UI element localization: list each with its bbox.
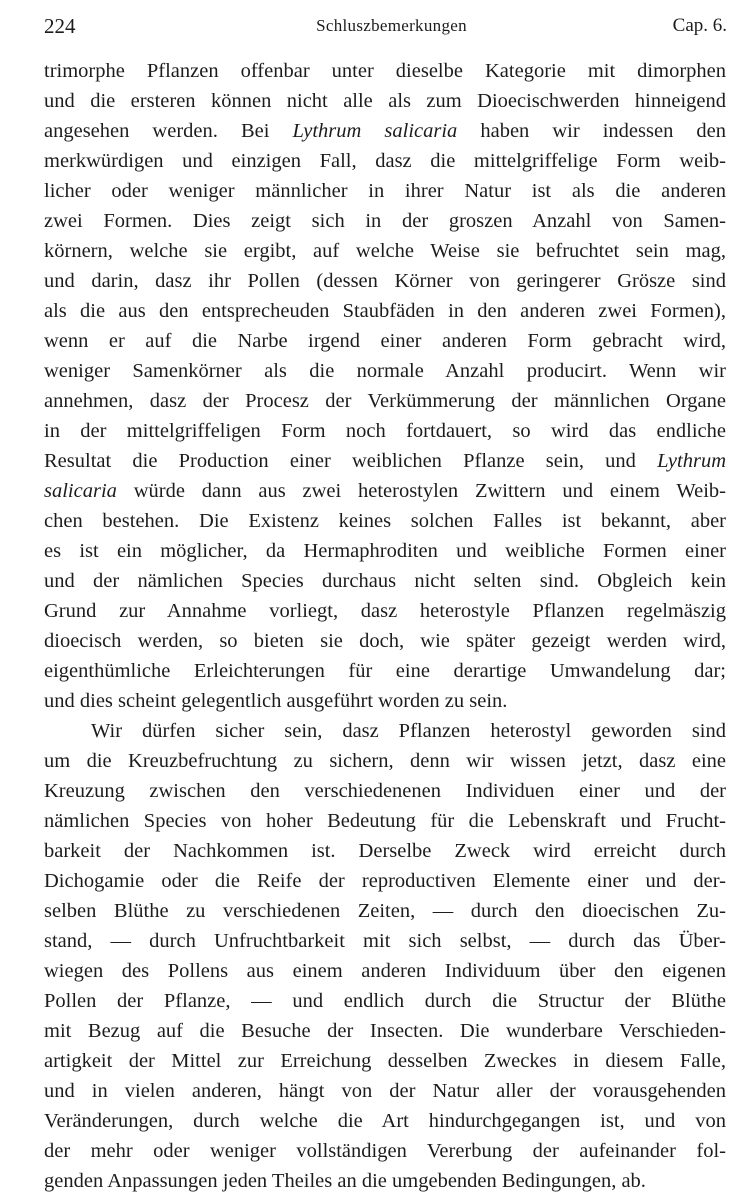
text-segment: stand, — durch Unfruchtbarkeit mit sich selbst, — durch das Über- [44,930,726,952]
paragraph [44,56,726,716]
text-segment: chen bestehen. Die Existenz keines solchen Falles ist bekannt, aber [44,510,726,532]
text-line [44,356,726,386]
text-segment: Kreuzung zwischen den verschiedenenen Individuen einer und der [44,780,726,802]
text-segment: angesehen werden. Bei [44,120,293,142]
text-line [44,206,726,236]
text-line [44,1106,726,1136]
text-line [44,836,726,866]
text-line [44,746,726,776]
text-segment: um die Kreuzbefruchtung zu sichern, denn wir wissen jetzt, dasz eine [44,750,726,772]
text-line [44,1166,726,1196]
text-segment: genden Anpassungen jeden Theiles an die umgebenden Bedingungen, ab. [44,1170,646,1192]
text-segment: haben wir indessen den [457,120,726,142]
text-segment: in der mittelgriffeligen Form noch fortdauert, so wird das endliche [44,420,726,442]
text-line [44,596,726,626]
text-line [44,956,726,986]
text-line [44,776,726,806]
running-head [44,14,727,44]
text-line [44,176,726,206]
paragraph [44,716,726,1196]
text-segment: als die aus den entsprecheuden Staubfäden in den anderen zwei Formen), [44,300,726,322]
body-text [44,56,726,1196]
text-line [44,476,726,506]
text-segment: dioecisch werden, so bieten sie doch, wie später gezeigt werden wird, [44,630,726,652]
chapter-reference: Cap. 6. [672,15,727,36]
text-segment: annehmen, dasz der Procesz der Verkümmerung der männlichen Organe [44,390,726,412]
text-line [44,1046,726,1076]
text-line [44,146,726,176]
text-segment: weniger Samenkörner als die normale Anzahl producirt. Wenn wir [44,360,726,382]
text-line [44,566,726,596]
text-line [44,896,726,926]
text-segment: mit Bezug auf die Besuche der Insecten. Die wunderbare Verschieden- [44,1020,726,1042]
text-line [44,56,726,86]
text-line [44,626,726,656]
text-line [44,656,726,686]
text-segment: es ist ein möglicher, da Hermaphroditen und weibliche Formen einer [44,540,726,562]
text-segment: und darin, dasz ihr Pollen (dessen Körner von geringerer Grösze sind [44,270,726,292]
text-segment: und die ersteren können nicht alle als zum Dioecischwerden hinneigend [44,90,726,112]
text-line [44,506,726,536]
text-segment: Pollen der Pflanze, — und endlich durch die Structur der Blüthe [44,990,726,1012]
text-segment: wiegen des Pollens aus einem anderen Individuum über den eigenen [44,960,726,982]
text-segment: nämlichen Species von hoher Bedeutung für die Lebenskraft und Frucht- [44,810,726,832]
text-line [44,266,726,296]
text-segment: Wir dürfen sicher sein, dasz Pflanzen heterostyl geworden sind [91,720,726,742]
text-segment: würde dann aus zwei heterostylen Zwittern und einem Weib- [116,480,726,502]
text-segment: körnern, welche sie ergibt, auf welche Weise sie befruchtet sein mag, [44,240,726,262]
text-line [44,416,726,446]
text-line [44,296,726,326]
text-line [44,866,726,896]
text-line [44,236,726,266]
running-title: Schluszbemerkungen [316,16,467,35]
text-segment: zwei Formen. Dies zeigt sich in der groszen Anzahl von Samen- [44,210,726,232]
text-segment: eigenthümliche Erleichterungen für eine derartige Umwandelung dar; [44,660,726,682]
page-number: 224 [44,14,76,38]
text-line [44,116,726,146]
text-line [44,926,726,956]
text-line [44,806,726,836]
italic-species-name: Lythrum [657,450,726,472]
text-line [44,1016,726,1046]
text-line [44,986,726,1016]
text-segment: Resultat die Production einer weiblichen Pflanze sein, und [44,450,658,472]
text-segment: trimorphe Pflanzen offenbar unter dieselbe Kategorie mit dimorphen [44,60,726,82]
text-line [44,446,726,476]
text-segment: wenn er auf die Narbe irgend einer anderen Form gebracht wird, [44,330,726,352]
text-segment: licher oder weniger männlicher in ihrer Natur ist als die anderen [44,180,726,202]
text-line [44,686,726,716]
italic-species-name: salicaria [44,480,117,502]
text-segment: Veränderungen, durch welche die Art hindurchgegangen ist, und von [44,1110,726,1132]
text-segment: Dichogamie oder die Reife der reproductiven Elemente einer und der- [44,870,726,892]
text-segment: merkwürdigen und einzigen Fall, dasz die mittelgriffelige Form weib- [44,150,726,172]
text-line [44,386,726,416]
italic-species-name: Lythrum salicaria [292,120,458,142]
text-line [44,86,726,116]
text-segment: und in vielen anderen, hängt von der Natur aller der vorausgehenden [44,1080,726,1102]
text-segment: Grund zur Annahme vorliegt, dasz heterostyle Pflanzen regelmäszig [44,600,726,622]
text-segment: barkeit der Nachkommen ist. Derselbe Zweck wird erreicht durch [44,840,726,862]
text-segment: und dies scheint gelegentlich ausgeführt worden zu sein. [44,690,508,712]
text-line [44,1076,726,1106]
text-line [44,716,726,746]
text-line [44,536,726,566]
text-line [44,1136,726,1166]
text-segment: der mehr oder weniger vollständigen Vererbung der aufeinander fol- [44,1140,726,1162]
text-segment: artigkeit der Mittel zur Erreichung desselben Zweckes in diesem Falle, [44,1050,726,1072]
text-segment: und der nämlichen Species durchaus nicht selten sind. Obgleich kein [44,570,726,592]
text-line [44,326,726,356]
text-segment: selben Blüthe zu verschiedenen Zeiten, — durch den dioecischen Zu- [44,900,726,922]
